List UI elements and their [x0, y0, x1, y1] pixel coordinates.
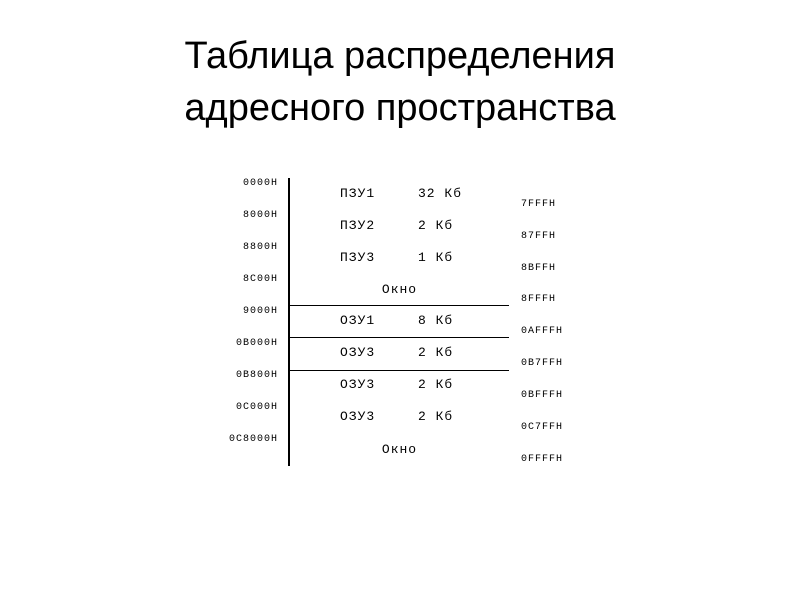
- block-name: ПЗУ1: [340, 186, 376, 201]
- boundary-line: [290, 305, 509, 306]
- start-address: 0C8000H: [228, 434, 278, 445]
- block-name: ОЗУ3: [340, 345, 376, 360]
- end-address: 87FFH: [521, 231, 557, 242]
- block-name: ОЗУ1: [340, 313, 376, 328]
- block-name: Окно: [381, 442, 418, 457]
- start-address: 8C00H: [242, 274, 278, 285]
- end-address: 8BFFH: [521, 263, 557, 274]
- title-line-2: адресного пространства: [184, 87, 616, 129]
- block-name: ПЗУ2: [340, 218, 376, 233]
- block-size: 1 Кб: [418, 250, 454, 265]
- memory-block-ram3: [290, 408, 509, 426]
- end-address: 7FFFH: [521, 199, 557, 210]
- block-size: 32 Кб: [418, 186, 463, 201]
- boundary-line: [290, 337, 509, 338]
- start-address: 0000H: [242, 178, 278, 189]
- start-address: 0B000H: [235, 338, 278, 349]
- start-address: 9000H: [242, 306, 278, 317]
- memory-block-rom3: [290, 249, 509, 267]
- memory-block-window: [290, 281, 509, 299]
- memory-block-rom2: [290, 217, 509, 235]
- memory-block-ram1: [290, 312, 509, 330]
- memory-block-rom1: [290, 185, 509, 203]
- block-size: 2 Кб: [418, 409, 454, 424]
- block-size: 2 Кб: [418, 218, 454, 233]
- block-name: ПЗУ3: [340, 250, 376, 265]
- memory-block-ram3: [290, 344, 509, 362]
- block-name: ОЗУ3: [340, 377, 376, 392]
- end-address: 0BFFFH: [521, 390, 564, 401]
- start-address: 0B800H: [235, 370, 278, 381]
- boundary-line: [290, 370, 509, 371]
- memory-block-ram3: [290, 376, 509, 394]
- memory-block-window: [290, 441, 509, 459]
- title-line-1: Таблица распределения: [184, 35, 616, 77]
- end-address: 0B7FFH: [521, 358, 564, 369]
- block-name: Окно: [381, 282, 418, 297]
- end-address: 0FFFFH: [521, 454, 564, 465]
- block-size: 2 Кб: [418, 345, 454, 360]
- start-address: 8000H: [242, 210, 278, 221]
- start-address: 8800H: [242, 242, 278, 253]
- block-name: ОЗУ3: [340, 409, 376, 424]
- end-address: 0AFFFH: [521, 326, 564, 337]
- block-size: 8 Кб: [418, 313, 454, 328]
- block-size: 2 Кб: [418, 377, 454, 392]
- end-address: 8FFFH: [521, 294, 557, 305]
- end-address: 0C7FFH: [521, 422, 564, 433]
- start-address: 0C000H: [235, 402, 278, 413]
